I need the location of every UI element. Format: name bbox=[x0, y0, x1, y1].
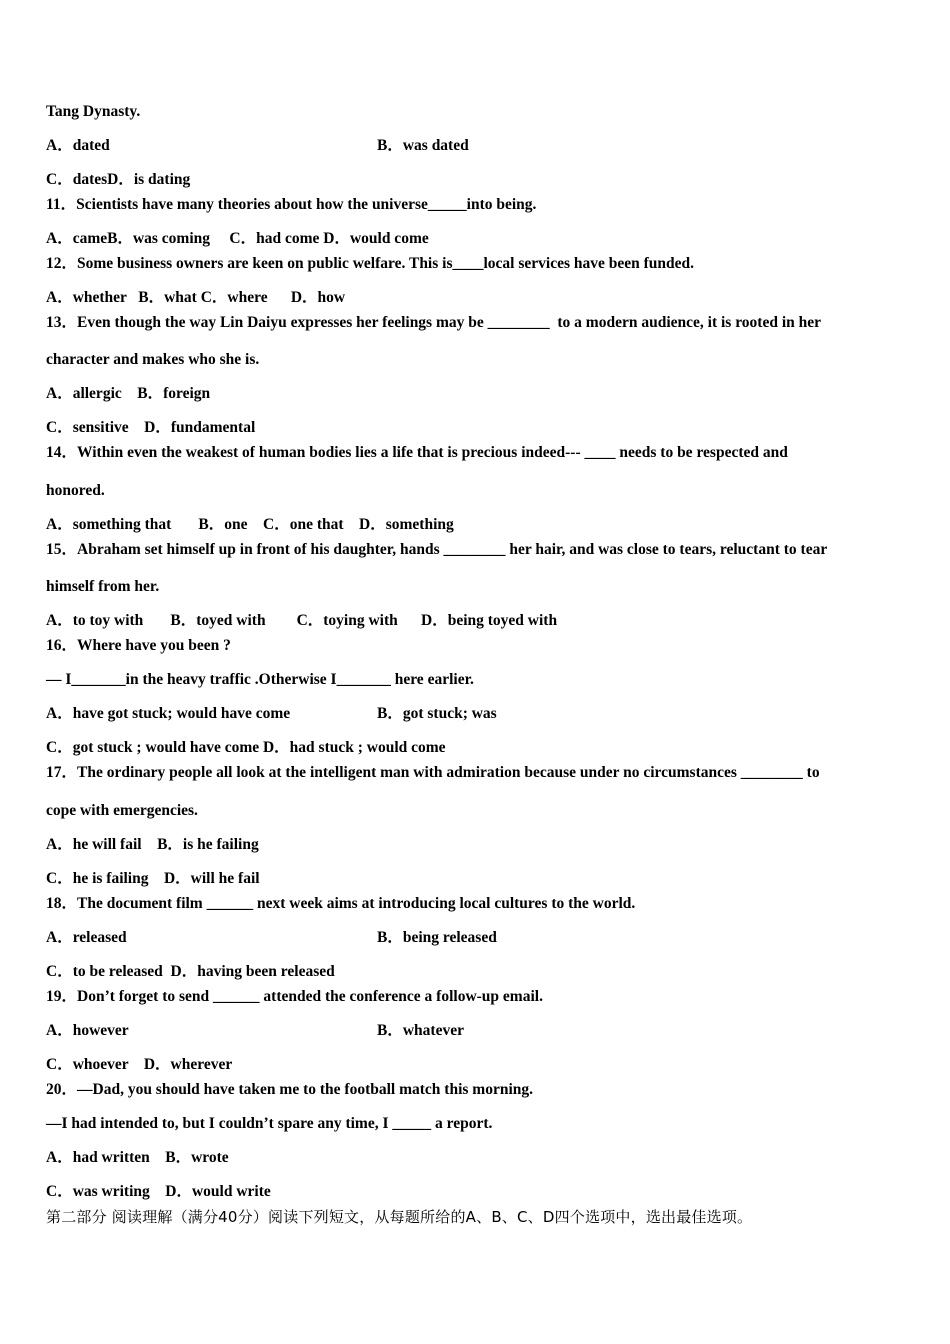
text-line: Tang Dynasty. bbox=[46, 103, 141, 120]
question-13-cont: character and makes who she is. bbox=[46, 351, 260, 368]
option-a[interactable]: A．released bbox=[46, 929, 127, 946]
option-line[interactable]: C．whoever D．wherever bbox=[46, 1056, 233, 1073]
option-line[interactable]: A．allergic B．foreign bbox=[46, 385, 211, 402]
question-15: 15．Abraham set himself up in front of his daughter, hands ________ her hair, and was close to tears, reluctant to tear bbox=[46, 541, 828, 558]
option-line[interactable]: A．had written B．wrote bbox=[46, 1149, 229, 1166]
question-15-cont: himself from her. bbox=[46, 578, 160, 595]
section-heading: 第二部分 阅读理解（满分40分）阅读下列短文，从每题所给的A、B、C、D四个选项中，选出最佳选项。 bbox=[46, 1208, 753, 1226]
option-line[interactable]: A．cameB．was coming C．had come D．would come bbox=[46, 230, 429, 247]
question-13: 13．Even though the way Lin Daiyu expresses her feelings may be ________ to a modern audience, it is rooted in her bbox=[46, 314, 822, 331]
option-line[interactable]: C．was writing D．would write bbox=[46, 1183, 271, 1200]
option-a[interactable]: A．have got stuck; would have come bbox=[46, 705, 291, 722]
option-line[interactable]: C．to be released D．having been released bbox=[46, 963, 335, 980]
question-17-cont: cope with emergencies. bbox=[46, 802, 198, 819]
option-line[interactable]: C．datesD．is dating bbox=[46, 171, 191, 188]
question-16: 16．Where have you been ? bbox=[46, 637, 231, 654]
question-20-cont: —I had intended to, but I couldn’t spare any time, I _____ a report. bbox=[46, 1115, 493, 1132]
option-line[interactable]: C．he is failing D．will he fail bbox=[46, 870, 260, 887]
option-line[interactable]: A．something that B．one C．one that D．something bbox=[46, 516, 454, 533]
option-line[interactable]: C．sensitive D．fundamental bbox=[46, 419, 256, 436]
question-16-cont: — I_______in the heavy traffic .Otherwise I_______ here earlier. bbox=[46, 671, 474, 688]
question-14-cont: honored. bbox=[46, 482, 105, 499]
question-17: 17．The ordinary people all look at the intelligent man with admiration because under no circumstances ________ to bbox=[46, 764, 820, 781]
question-12: 12．Some business owners are keen on public welfare. This is____local services have been funded. bbox=[46, 255, 695, 272]
option-b[interactable]: B．whatever bbox=[377, 1022, 464, 1039]
option-line[interactable]: A．to toy with B．toyed with C．toying with D．being toyed with bbox=[46, 612, 558, 629]
option-b[interactable]: B．was dated bbox=[377, 137, 469, 154]
option-b[interactable]: B．got stuck; was bbox=[377, 705, 497, 722]
option-b[interactable]: B．being released bbox=[377, 929, 497, 946]
option-a[interactable]: A．dated bbox=[46, 137, 110, 154]
option-a[interactable]: A．however bbox=[46, 1022, 129, 1039]
option-line[interactable]: C．got stuck ; would have come D．had stuck ; would come bbox=[46, 739, 446, 756]
question-19: 19．Don’t forget to send ______ attended the conference a follow-up email. bbox=[46, 988, 543, 1005]
question-20: 20．—Dad, you should have taken me to the football match this morning. bbox=[46, 1081, 533, 1098]
question-14: 14．Within even the weakest of human bodies lies a life that is precious indeed--- ____ needs to be respected and bbox=[46, 444, 788, 461]
option-line[interactable]: A．whether B．what C．where D．how bbox=[46, 289, 346, 306]
question-11: 11．Scientists have many theories about how the universe_____into being. bbox=[46, 196, 537, 213]
question-18: 18．The document film ______ next week aims at introducing local cultures to the world. bbox=[46, 895, 636, 912]
option-line[interactable]: A．he will fail B．is he failing bbox=[46, 836, 259, 853]
